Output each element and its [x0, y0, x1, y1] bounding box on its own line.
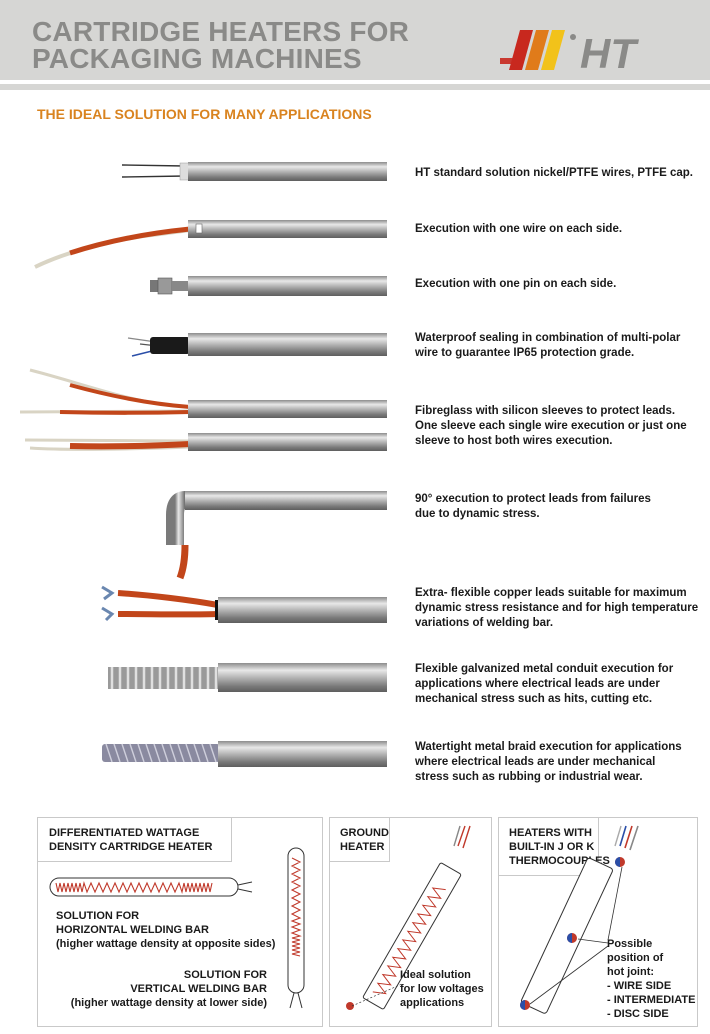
- logo-text: HT: [580, 30, 636, 73]
- row-desc-braid: Watertight metal braid execution for applications where electrical leads are under mechanical stress such as rubbing or industrial wear.: [415, 741, 682, 783]
- row-desc-copper: Extra- flexible copper leads suitable for maximum dynamic stress resistance and for high temperature variations of welding bar.: [415, 587, 699, 629]
- row-desc-conduit: Flexible galvanized metal conduit execution for applications where electrical leads are under mechanical stress such as hits, cutting etc.: [415, 663, 674, 705]
- heater-one-wire-each-side: [35, 220, 387, 267]
- panel-wattage: [37, 817, 323, 1027]
- hot-joint-note: Possible position of hot joint: - WIRE SIDE - INTERMEDIATE - DISC SIDE: [607, 938, 696, 1020]
- panel-wattage-title: DIFFERENTIATED WATTAGE DENSITY CARTRIDGE HEATER: [49, 827, 213, 853]
- heater-90-degree: [175, 491, 387, 578]
- heater-fibreglass-sleeves: [20, 370, 387, 451]
- heater-metal-braid: [102, 741, 387, 767]
- row-desc-one-pin: Execution with one pin on each side.: [415, 278, 617, 290]
- page-title: [32, 18, 452, 72]
- heater-illustrations: [0, 130, 400, 790]
- heater-waterproof-ip65: [128, 333, 387, 356]
- heater-extra-flexible-copper: [102, 587, 387, 623]
- heater-one-pin-each-side: [150, 276, 387, 296]
- panel-thermocouple: [498, 817, 698, 1027]
- header-divider: [0, 84, 710, 90]
- vertical-solution-text: SOLUTION FOR VERTICAL WELDING BAR (higher wattage density at lower side): [70, 969, 267, 1009]
- page-title-line2: PACKAGING MACHINES: [32, 43, 362, 74]
- heater-standard: [122, 162, 387, 181]
- heater-metal-conduit: [108, 663, 387, 692]
- row-desc-standard: HT standard solution nickel/PTFE wires, PTFE cap.: [415, 167, 693, 179]
- panel-thermocouple-title: HEATERS WITH BUILT-IN J OR K THERMOCOUPLES: [509, 827, 610, 867]
- horizontal-solution-text: SOLUTION FOR HORIZONTAL WELDING BAR (higher wattage density at opposite sides): [56, 910, 276, 950]
- section-subtitle: THE IDEAL SOLUTION FOR MANY APPLICATIONS: [37, 106, 372, 122]
- row-desc-one-wire: Execution with one wire on each side.: [415, 223, 623, 235]
- panel-ground: [329, 817, 492, 1027]
- row-desc-90-degree: 90° execution to protect leads from failures due to dynamic stress.: [415, 493, 651, 520]
- row-desc-waterproof: Waterproof sealing in combination of multi-polar wire to guarantee IP65 protection grade.: [415, 332, 681, 359]
- ht-logo: [500, 28, 690, 73]
- ground-note: Ideal solution for low voltages applications: [400, 969, 484, 1009]
- panel-ground-title: GROUND HEATER: [340, 827, 389, 853]
- page-title-line1: CARTRIDGE HEATERS FOR: [32, 16, 410, 47]
- row-desc-fibreglass: Fibreglass with silicon sleeves to protect leads. One sleeve each single wire execution or just one sleeve to host both wires execution.: [415, 405, 687, 447]
- header-band: [0, 0, 710, 80]
